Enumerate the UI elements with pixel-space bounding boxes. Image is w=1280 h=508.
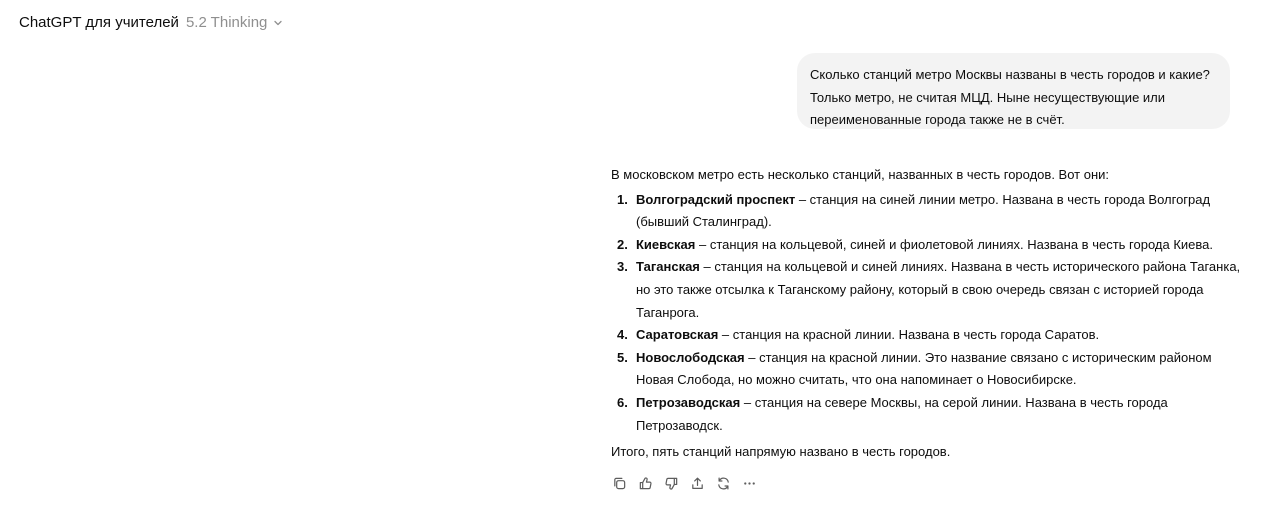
message-actions <box>607 474 761 498</box>
station-list <box>611 189 1241 438</box>
thumbs-down-icon <box>664 476 679 496</box>
top-bar <box>0 0 1280 46</box>
list-item <box>611 256 1241 324</box>
more-options-button[interactable] <box>737 474 761 498</box>
station-name: Петрозаводская <box>636 394 741 410</box>
answer-summary: Итого, пять станций напрямую названо в честь городов. <box>611 444 951 460</box>
list-item <box>611 392 1241 437</box>
product-name: ChatGPT для учителей <box>19 14 179 31</box>
list-item-number: 5. <box>617 349 628 365</box>
chevron-down-icon <box>273 18 283 28</box>
list-item <box>611 347 1241 392</box>
station-name: Волгоградский проспект <box>636 191 796 207</box>
list-item-number: 2. <box>617 236 628 252</box>
list-item-number: 3. <box>617 259 628 275</box>
station-description: – станция на красной линии. Это название связано с историческим районом Новая Слобода, но можно считать, что она напоминает о Новосибирске. <box>636 349 1212 388</box>
answer-intro: В московском метро есть несколько станций, названных в честь городов. Вот они: <box>611 167 1110 182</box>
station-name: Киевская <box>636 236 696 252</box>
regenerate-icon <box>716 476 731 496</box>
list-item <box>611 189 1241 234</box>
model-switcher[interactable] <box>19 13 283 33</box>
station-description: – станция на красной линии. Названа в честь города Саратов. <box>718 327 1100 343</box>
list-item-number: 1. <box>617 191 628 207</box>
copy-button[interactable] <box>607 474 631 498</box>
list-item-number: 4. <box>617 327 628 343</box>
station-description: – станция на кольцевой, синей и фиолетовой линиях. Названа в честь города Киева. <box>695 236 1213 252</box>
station-description: – станция на севере Москвы, на серой линии. Названа в честь города Петрозаводск. <box>636 394 1168 433</box>
list-item <box>611 234 1241 257</box>
thumbs-up-button[interactable] <box>633 474 657 498</box>
station-name: Таганская <box>636 259 700 275</box>
user-message-bubble <box>797 53 1230 129</box>
assistant-message <box>611 164 1241 464</box>
more-icon <box>742 476 757 496</box>
station-description: – станция на кольцевой и синей линиях. Названа в честь исторического района Таганка, но это также отсылка к Таганскому району, который в свою очередь связан с историей города Таганрога. <box>636 259 1241 320</box>
share-icon <box>690 476 705 496</box>
model-version: 5.2 Thinking <box>185 14 268 31</box>
station-name: Новослободская <box>636 349 745 365</box>
thumbs-up-icon <box>638 476 653 496</box>
list-item-number: 6. <box>617 394 628 410</box>
list-item <box>611 324 1241 347</box>
share-button[interactable] <box>685 474 709 498</box>
copy-icon <box>612 476 627 496</box>
user-message-text: Сколько станций метро Москвы названы в честь городов и какие? Только метро, не считая МЦД. Ныне несуществующие или переименованные города также не в счёт. <box>810 67 1210 128</box>
station-name: Саратовская <box>636 327 719 343</box>
thumbs-down-button[interactable] <box>659 474 683 498</box>
station-description: – станция на синей линии метро. Названа в честь города Волгоград (бывший Сталинград). <box>636 191 1211 230</box>
regenerate-button[interactable] <box>711 474 735 498</box>
